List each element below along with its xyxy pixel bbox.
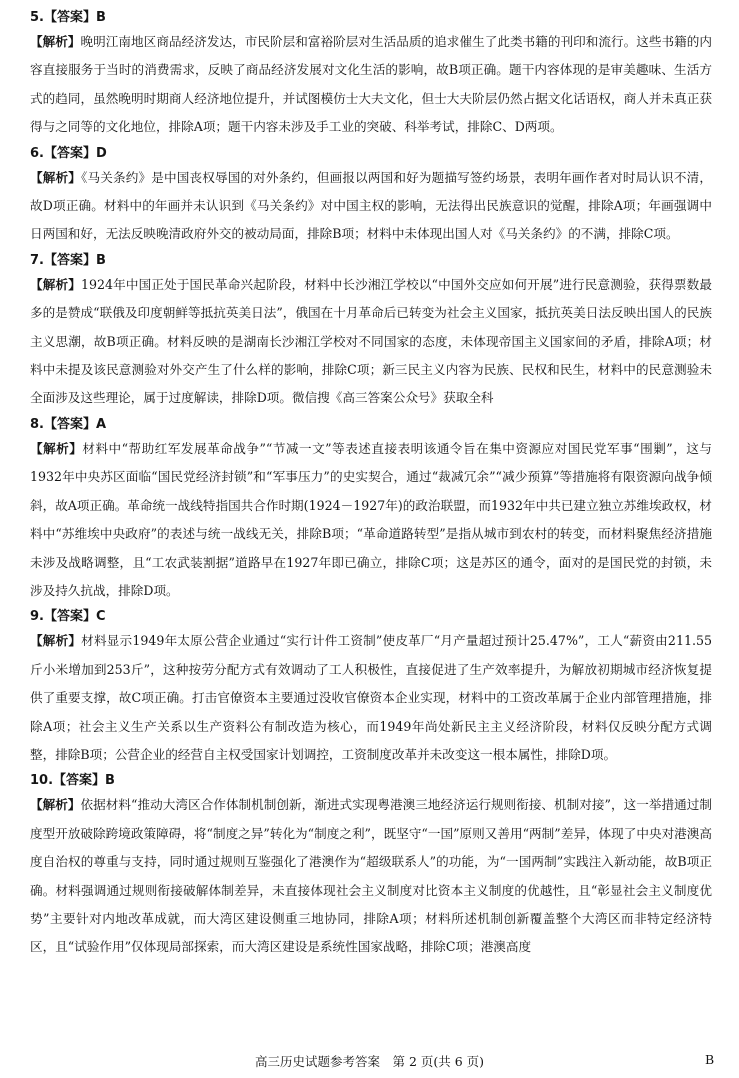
answer-label: 6.【答案】D: [30, 145, 107, 161]
analysis-tag: 【解析】: [30, 633, 82, 649]
analysis-paragraph: [30, 164, 712, 249]
analysis-text: 材料显示1949年太原公营企业通过“实行计件工资制”使皮革厂“月产量超过预计25.47%”，工人“薪资由211.55斤小米增加到253斤”，这种按劳分配方式有效调动了工人积极性，直接促进了生产效率提升，为解放初期城市经济恢复提供了重要支撑，故C项正确。打击官僚资本主要通过没收官僚资本企业实现，材料中的工资改革属于企业内部管理措施，排除A项；社会主义生产关系以生产资料公有制改造为核心，而1949年尚处新民主主义经济阶段，材料仅反映分配方式调整，排除B项；公营企业的经营自主权受国家计划调控，工资制度改革并未改变这一根本属性，排除D项。: [30, 633, 713, 762]
analysis-text: 依据材料“推动大湾区合作体制机制创新，渐进式实现粤港澳三地经济运行规则衔接、机制对接”，这一举措通过制度型开放破除跨境政策障碍，将“制度之异”转化为“制度之利”，既坚守“一国”原则又善用“两制”差异，体现了中央对港澳高度自治权的尊重与支持，同时通过规则互鉴强化了港澳作为“超级联系人”的功能，为“一国两制”实践注入新动能，故B项正确。材料强调通过规则衔接破解体制差异，未直接体现社会主义制度对比资本主义制度的优越性，且“彰显社会主义制度优势”主要针对内地改革成就，而大湾区建设侧重三地协同，排除A项；材料所述机制创新覆盖整个大湾区而非特定经济特区，且“试验作用”仅体现局部探索，而大湾区建设是系统性国家战略，排除C项；港澳高度: [30, 797, 712, 955]
analysis-text: 晚明江南地区商品经济发达，市民阶层和富裕阶层对生活品质的追求催生了此类书籍的刊印和流行。这些书籍的内容直接服务于当时的消费需求，反映了商品经济发展对文化生活的影响，故B项正确。题干内容体现的是审美趣味、生活方式的趋同，虽然晚明时期商人经济地位提升，并试图模仿士大夫文化，但士大夫阶层仍然占据文化话语权，商人并未真正获得与之同等的文化地位，排除A项；题干内容未涉及手工业的突破、科举考试，排除C、D两项。: [30, 34, 713, 135]
analysis-text: 《马关条约》是中国丧权辱国的对外条约，但画报以两国和好为题描写签约场景，表明年画作者对时局认识不清，故D项正确。材料中的年画并未认识到《马关条约》对中国主权的影响，无法得出民族意识的觉醒，排除A项；年画强调中日两国和好，无法反映晚清政府外交的被动局面，排除B项；材料中未体现出国人对《马关条约》的不满，排除C项。: [30, 169, 713, 242]
answer-item-5: [30, 8, 712, 142]
answer-item-7: [30, 251, 712, 413]
analysis-tag: 【解析】: [30, 440, 83, 456]
page-footer: 高三历史试题参考答案 第 2 页(共 6 页): [254, 1054, 485, 1069]
answer-item-10: [30, 771, 712, 961]
analysis-paragraph: [30, 435, 712, 605]
analysis-paragraph: [30, 271, 712, 413]
analysis-tag: 【解析】: [30, 276, 81, 292]
answer-label: 8.【答案】A: [30, 416, 107, 432]
analysis-text: 材料中“帮助红军发展革命战争”“节减一文”等表述直接表明该通令旨在集中资源应对国民党军事“围剿”，这与1932年中央苏区面临“国民党经济封锁”和“军事压力”的史实契合，通过“裁减冗余”“减少预算”等措施将有限资源向战争倾斜，故A项正确。革命统一战线特指国共合作时期(1924－1927年)的政治联盟，而1932年中共已建立独立苏维埃政权，材料中“苏维埃中央政府”的表述与统一战线无关，排除B项；“革命道路转型”是指从城市到农村的转变，而材料聚焦经济措施未涉及战略调整，且“工农武装割据”道路早在1927年即已确立，排除C项；这是苏区的通令，面对的是国民党的封锁，未涉及持久抗战，排除D项。: [30, 440, 712, 598]
analysis-text: 1924年中国正处于国民革命兴起阶段，材料中长沙湘江学校以“中国外交应如何开展”进行民意测验，获得票数最多的是赞成“联俄及印度朝鲜等抵抗英美日法”，俄国在十月革命后已转变为社会主义国家，抵抗英美日法反映出国人的民族主义思潮，故B项正确。材料反映的是湖南长沙湘江学校对不同国家的态度，未体现帝国主义国家间的矛盾，排除A项；材料中未提及该民意测验对外交产生了什么样的影响，排除C项；新三民主义内容为民族、民权和民生，材料中的民意测验未全面涉及这些理论，属于过度解读，排除D项。微信搜《高三答案公众号》获取全科: [30, 276, 713, 406]
analysis-paragraph: [30, 28, 712, 142]
answer-label: 7.【答案】B: [30, 252, 106, 268]
analysis-paragraph: [30, 791, 712, 961]
answer-label: 9.【答案】C: [30, 609, 106, 625]
answer-list: [30, 8, 712, 964]
answer-item-9: [30, 607, 712, 769]
answer-label: 10.【答案】B: [30, 773, 115, 789]
analysis-paragraph: [30, 627, 712, 769]
analysis-tag: 【解析】: [30, 797, 81, 813]
answer-label: 5.【答案】B: [30, 10, 106, 25]
answer-item-8: [30, 415, 712, 605]
paper-version-label: B: [705, 1052, 715, 1067]
analysis-tag: 【解析】: [30, 34, 81, 49]
answer-item-6: [30, 144, 712, 249]
analysis-tag: 【解析】: [30, 169, 81, 185]
